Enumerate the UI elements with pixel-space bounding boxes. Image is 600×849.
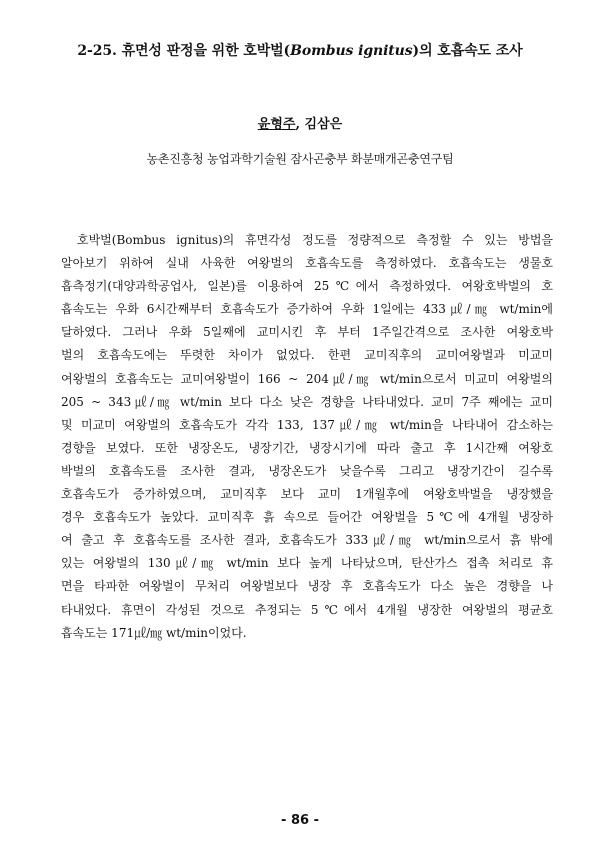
abstract-body [61, 229, 553, 645]
title-prefix: 2-25. 휴면성 판정을 위한 호박벌( [77, 43, 291, 59]
first-author: 윤형주 [257, 117, 296, 132]
abstract-line: 박벌의 호흡속도를 조사한 결과, 냉장온도가 낮을수록 그리고 냉장기간이 길수록 [61, 463, 553, 478]
abstract-line: 경향을 보였다. 또한 냉장온도, 냉장기간, 냉장시기에 따라 출고 후 1시간째 여왕호 [61, 440, 553, 455]
author-list [0, 113, 600, 132]
author-affiliation: 농촌진흥청 농업과학기술원 잠사곤충부 화분매개곤충연구팀 [146, 152, 454, 166]
abstract-line: 면을 타파한 여왕벌이 무처리 여왕벌보다 냉장 후 호흡속도가 다소 높은 경향을 나 [61, 579, 553, 594]
page-number: - 86 - [281, 813, 319, 828]
abstract-line: 달하였다. 그러나 우화 5일째에 교미시킨 후 부터 1주일간격으로 조사한 여왕호박 [61, 325, 553, 340]
abstract-line: 여 출고 후 호흡속도를 조사한 결과, 호흡속도가 333㎕/㎎ wt/min으로서 흙 밖에 [61, 533, 553, 548]
abstract-line: 여왕벌의 호흡속도는 교미여왕벌이 166 ~ 204㎕/㎎ wt/min으로서 미교미 여왕벌의 [61, 371, 553, 386]
abstract-line: 호박벌(Bombus ignitus)의 휴면각성 정도를 정량적으로 측정할 수 있는 방법을 [77, 233, 553, 247]
title-suffix: )의 호흡속도 조사 [412, 43, 523, 59]
abstract-line: 경우 호흡속도가 높았다. 교미직후 흙 속으로 들어간 여왕벌을 5℃에 4개월 냉장하 [61, 510, 553, 525]
paper-title [40, 40, 560, 60]
abstract-line: 흡측정기(대양과학공업사, 일본)를 이용하여 25℃에서 측정하였다. 여왕호박벌의 호 [61, 279, 553, 294]
abstract-line: 벌의 호흡속도에는 뚜렷한 차이가 없었다. 한편 교미직후의 교미여왕벌과 미교미 [61, 348, 553, 363]
abstract-line: 호흡속도가 증가하였으며, 교미직후 보다 교미 1개월후에 여왕호박벌을 냉장했을 [61, 487, 553, 502]
author-separator: , [295, 117, 305, 132]
title-species-name: Bombus ignitus [290, 43, 413, 59]
abstract-line: 흡속도는 171㎕/㎎ wt/min이었다. [61, 625, 247, 640]
abstract-line: 타내었다. 휴면이 각성된 것으로 추정되는 5℃에서 4개월 냉장한 여왕벌의 평균호 [61, 602, 553, 617]
abstract-line: 205 ~ 343㎕/㎎ wt/min 보다 다소 낮은 경향을 나타내었다. 교미 7주 째에는 교미 [61, 394, 553, 409]
second-author: 김삼은 [304, 117, 343, 132]
abstract-line: 있는 여왕벌의 130㎕/㎎ wt/min 보다 높게 나타났으며, 탄산가스 접촉 처리로 휴 [61, 556, 553, 571]
abstract-line: 흡속도는 우화 6시간째부터 호흡속도가 증가하여 우화 1일에는 433㎕/㎎ wt/min에 [61, 302, 553, 317]
abstract-line: 및 미교미 여왕벌의 호흡속도가 각각 133, 137㎕/㎎ wt/min을 나타내어 감소하는 [61, 417, 553, 432]
abstract-line: 알아보기 위하여 실내 사육한 여왕벌의 호흡속도를 측정하였다. 호흡속도는 생물호 [61, 256, 553, 271]
